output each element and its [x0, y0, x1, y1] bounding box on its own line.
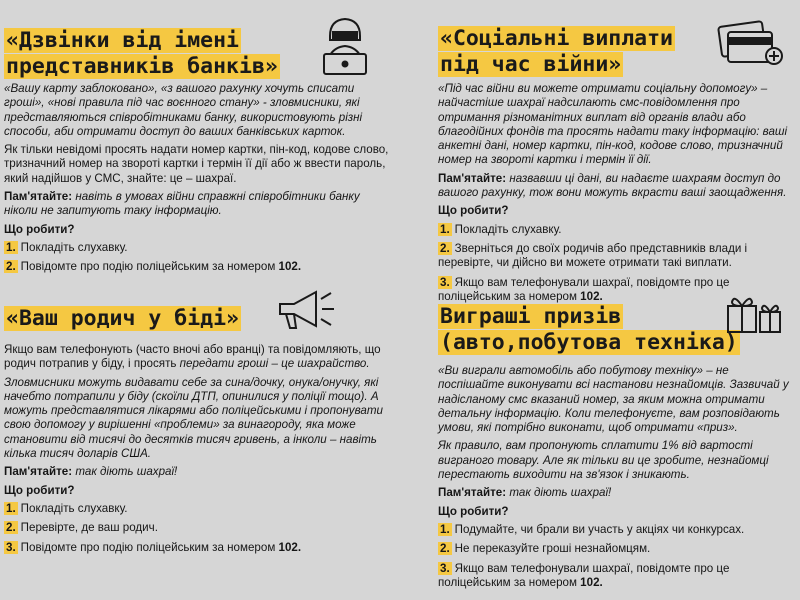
list-item: 2. Зверніться до своїх родичів або представників влади і перевірте, чи дійсно ви можете отримати такі виплати. — [438, 241, 748, 270]
list-item: 3. Повідомте про подію поліцейським за номером 102. — [6, 540, 302, 554]
section-title-prize-wins: Виграші призів (авто,побутова техніка) — [440, 304, 738, 355]
bank-calls-para: Як тільки невідомі просять надати номер картки, пін-код, кодове слово, тризначний номер на звороті картки і термін її дії або ж ввести пароль, який надійшов у СМС, знайте: це – шахраї. — [4, 143, 389, 185]
list-item: 1. Покладіть слухавку. — [6, 501, 128, 515]
list-item: 2. Не переказуйте гроші незнайомцям. — [440, 542, 651, 556]
list-item: 1. Покладіть слухавку. — [440, 222, 562, 236]
prize-wins-intro: «Ви виграли автомобіль або побутову техніку» – не поспішайте виконувати всі настанови незнайомців. Зазвичай у надісланому смс вказаний номер, за яким можна отримати детальну інформацію. Коли телефонуєте, вам розповідають умови, які потрібно виконати, щоб отримати «приз». — [438, 364, 789, 435]
prize-wins-what-todo: Що робити? — [438, 504, 509, 518]
gift-icon — [722, 288, 784, 334]
section-title-social-payments: «Соціальні виплати під час війни» — [440, 26, 673, 77]
bank-calls-remember: Пам'ятайте: навіть в умовах війни справжні співробітники банку ніколи не запитують таку інформацію. — [4, 190, 360, 218]
relative-para: Зловмисники можуть видавати себе за сина/дочку, онука/онучку, які начебто потрапили у біду (скоїли ДТП, опинилися у поліції тощо). А можуть представлятися лікарями або поліцейськими і пропонувати свою допомогу у вирішенні «проблеми» за винагороду, яка може становити від тисячі до десятків тисяч гривень, а інколи – навіть кілька тисяч доларів США. — [4, 375, 383, 461]
social-payments-body — [438, 82, 796, 309]
megaphone-icon — [272, 284, 338, 336]
social-payments-intro: «Під час війни ви можете отримати соціальну допомогу» – найчастіше шахраї надсилають смс-повідомлення про отримання різноманітних виплат від органів влади або благодійних фондів та просять надати таку інформацію: ваші анкетні дані, номер картки, пін-код, кодове слово, тризначний номер на звороті картки і термін її дії. — [438, 82, 788, 167]
bank-calls-steps — [4, 241, 392, 275]
relative-remember: Пам'ятайте: так діють шахраї! — [4, 465, 178, 479]
bank-calls-what-todo: Що робити? — [4, 222, 75, 236]
payment-card-icon — [716, 18, 784, 68]
list-item: 3. Якщо вам телефонували шахраї, повідомте про це поліцейським за номером 102. — [438, 275, 730, 303]
hacker-icon — [318, 14, 372, 76]
list-item: 1. Покладіть слухавку. — [6, 240, 128, 254]
list-item: 2. Повідомте про подію поліцейським за номером 102. — [6, 260, 302, 274]
social-payments-what-todo: Що робити? — [438, 204, 509, 218]
social-payments-remember: Пам'ятайте: назвавши ці дані, ви надаєте шахраям доступ до вашого рахунку, тож вони можуть вкрасти ваші заощадження. — [438, 171, 787, 200]
section-title-bank-calls: «Дзвінки від імені представників банків» — [6, 28, 278, 79]
relative-in-trouble-body — [4, 343, 392, 560]
prize-wins-para: Як правило, вам пропонують сплатити 1% від вартості виграного товару. Але як тільки ви це зробите, незнайомці перестають виходити на зв'язок і зникають. — [438, 439, 769, 482]
bank-calls-body — [4, 82, 392, 280]
list-item: 2. Перевірте, де ваш родич. — [6, 521, 158, 535]
list-item: 3. Якщо вам телефонували шахраї, повідомте про це поліцейським за номером 102. — [438, 561, 730, 589]
section-title-relative-in-trouble: «Ваш родич у біді» — [6, 306, 239, 331]
relative-what-todo: Що робити? — [4, 483, 75, 497]
bank-calls-intro: «Вашу карту заблоковано», «з вашого рахунку хочуть списати гроші», «нові правила під час воєнного стану» - зловмисники, які представляються співробітниками банку, використовують різні способи, аби отримати доступ до ваших банківських карток. — [4, 82, 363, 138]
prize-wins-remember: Пам'ятайте: так діють шахраї! — [438, 486, 612, 500]
relative-steps — [4, 502, 392, 555]
list-item: 1. Подумайте, чи брали ви участь у акціях чи конкурсах. — [440, 522, 745, 536]
prize-wins-body — [438, 364, 796, 595]
prize-wins-steps — [438, 523, 796, 590]
relative-intro: Якщо вам телефонують (часто вночі або вранці) та повідомляють, що родич потрапив у біду, і просять передати гроші – це шахрайство. — [4, 343, 381, 371]
right-column — [432, 0, 800, 600]
column-divider — [400, 0, 432, 600]
